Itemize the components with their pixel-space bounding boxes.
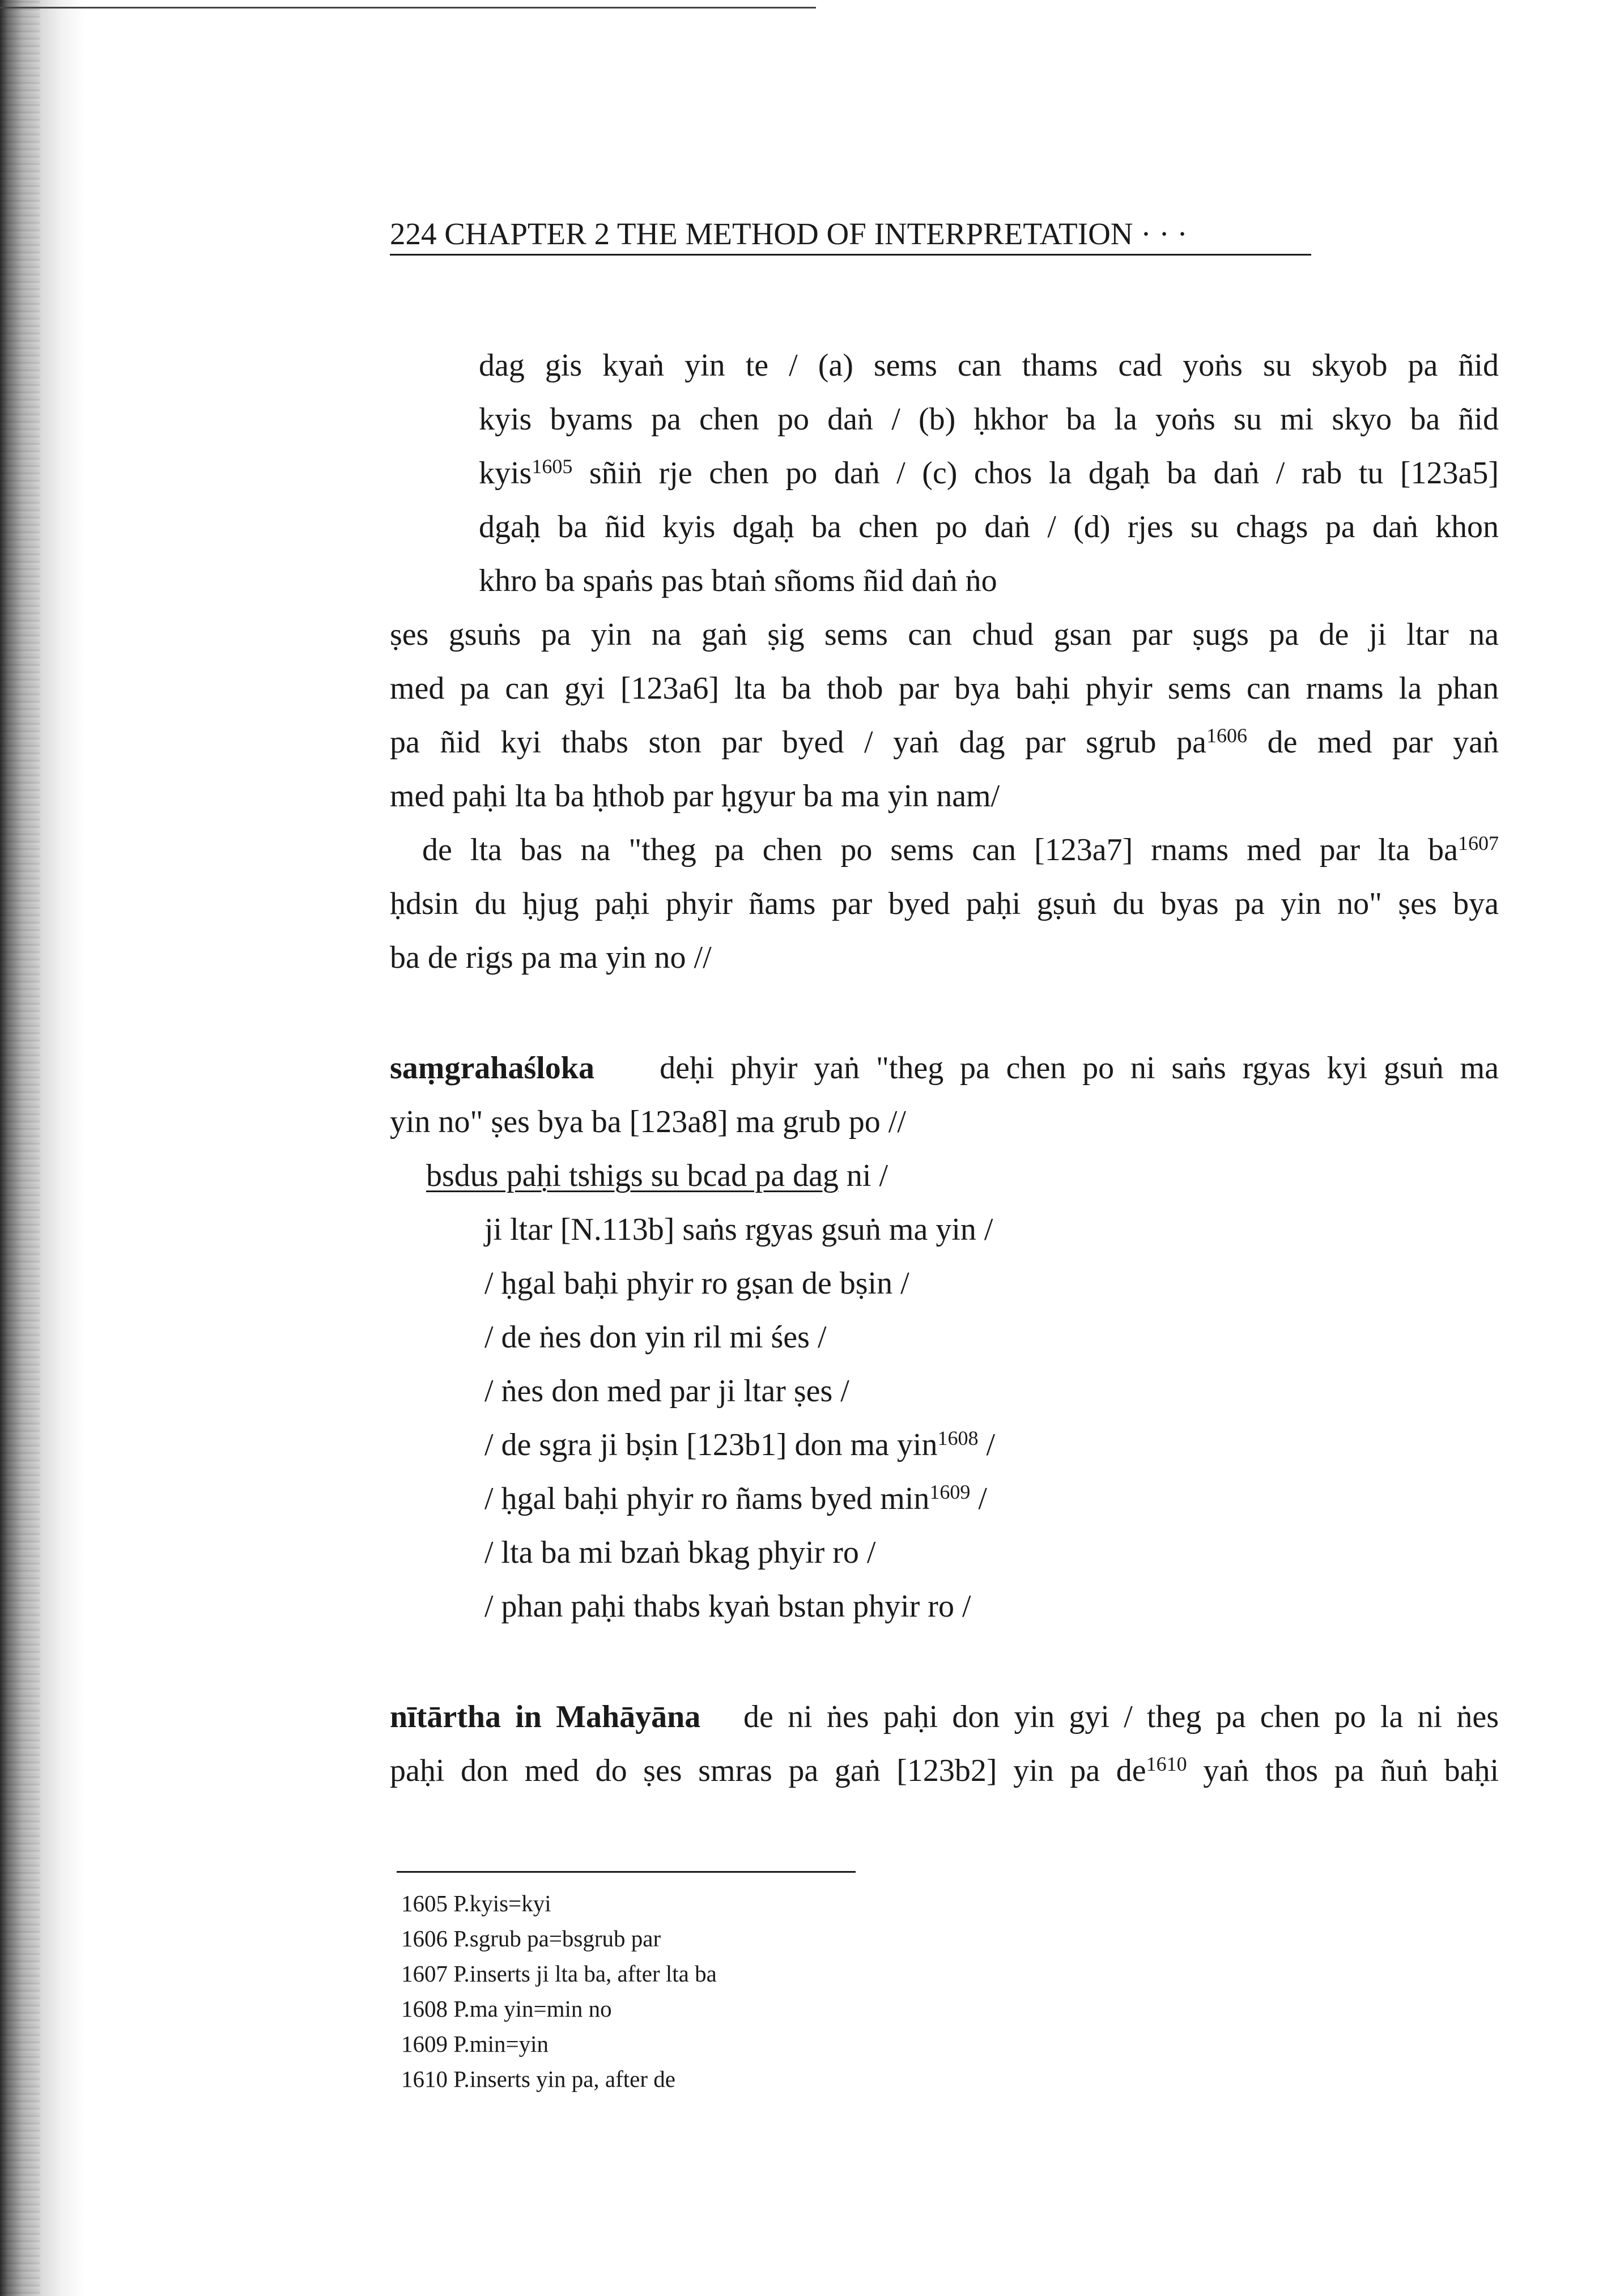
text-run: / ḥgal baḥi phyir ro ñams byed min (484, 1481, 930, 1516)
text-run: / de sgra ji bṣin [123b1] don ma yin (484, 1427, 938, 1462)
footnote-ref-1605: 1605 (532, 455, 573, 478)
footnote-ref-1609: 1609 (929, 1481, 971, 1503)
footnote-text: P.inserts ji lta ba, after lta ba (453, 1961, 717, 1987)
verse-line-1 (484, 1210, 993, 1249)
footnote-1608 (401, 1992, 612, 2025)
running-header: 224 CHAPTER 2 THE METHOD OF INTERPRETATION · · · (390, 214, 1311, 256)
block3-line-2: ḥdsin du ḥjug paḥi phyir ñams par byed paḥi gṣuṅ du byas pa yin no" ṣes bya (390, 886, 1499, 921)
sangraha-line-2: yin no" ṣes bya ba [123a8] ma grub po // (390, 1104, 906, 1140)
footnote-text: P.min=yin (453, 2031, 549, 2057)
footnote-1606 (401, 1922, 661, 1955)
footnote-text: P.ma yin=min no (453, 1996, 612, 2022)
block3-line-1 (422, 830, 1499, 870)
verse-line-4 (484, 1371, 849, 1411)
verse-line-3 (484, 1317, 827, 1357)
section-heading-nitartha: nītārtha in Mahāyāna (390, 1699, 701, 1734)
text-run: yaṅ thos pa ñuṅ baḥi (1187, 1753, 1499, 1788)
footnote-number: 1607 (401, 1961, 448, 1987)
text-run: sñiṅ rje chen po daṅ / (c) chos la dgaḥ ba daṅ / rab tu [123a5] (572, 456, 1499, 491)
footnote-ref-1608: 1608 (937, 1427, 979, 1449)
block1-line-5: khro ba spaṅs pas btaṅ sñoms ñid daṅ ṅo (479, 563, 997, 598)
footnote-ref-1607: 1607 (1458, 832, 1499, 854)
text-run: ni / (838, 1158, 888, 1193)
verse-line-2 (484, 1264, 909, 1303)
text-run: / ḥgal baḥi phyir ro gṣan de bṣin / (484, 1266, 909, 1301)
text-run: pa ñid kyi thabs ston par byed / yaṅ dag par sgrub pa (390, 725, 1207, 760)
verse-intro-underlined: bsdus paḥi tshigs su bcad pa dag (426, 1158, 839, 1193)
text-run: / (970, 1481, 987, 1516)
block2-line-1: ṣes gsuṅs pa yin na gaṅ ṣig sems can chud gsan par ṣugs pa de ji ltar na (390, 617, 1499, 652)
text-run: / ṅes don med par ji ltar ṣes / (484, 1374, 849, 1409)
text-run: / phan paḥi thabs kyaṅ bstan phyir ro / (484, 1589, 971, 1624)
text-run: de ni ṅes paḥi don yin gyi / theg pa chen po la ni ṅes (743, 1699, 1499, 1734)
block2-line-3 (390, 722, 1499, 762)
nitartha-line-1 (390, 1697, 1499, 1737)
footnote-1610 (401, 2063, 675, 2095)
text-run: / (978, 1427, 996, 1462)
block1-line-4: dgaḥ ba ñid kyis dgaḥ ba chen po daṅ / (d) rjes su chags pa daṅ khon (479, 509, 1499, 545)
block1-line-2: kyis byams pa chen po daṅ / (b) ḥkhor ba la yoṅs su mi skyo ba ñid (479, 402, 1499, 437)
footnote-text: P.inserts yin pa, after de (453, 2066, 675, 2092)
footnote-number: 1606 (401, 1925, 448, 1951)
sangraha-line-1 (390, 1048, 1499, 1088)
block1-line-1: dag gis kyaṅ yin te / (a) sems can thams cad yoṅs su skyob pa ñid (479, 348, 1499, 383)
footnote-ref-1610: 1610 (1146, 1753, 1187, 1775)
footnote-number: 1609 (401, 2031, 448, 2057)
scan-top-edge (0, 7, 816, 8)
footnote-number: 1610 (401, 2066, 448, 2092)
text-run: de med par yaṅ (1247, 725, 1499, 760)
footnote-text: P.kyis=kyi (453, 1890, 551, 1916)
footnote-text: P.sgrub pa=bsgrub par (453, 1925, 661, 1951)
binding-scan-artifact (0, 0, 40, 2296)
footnote-ref-1606: 1606 (1206, 724, 1248, 747)
text-run: deḥi phyir yaṅ "theg pa chen po ni saṅs rgyas kyi gsuṅ ma (660, 1051, 1499, 1086)
text-run: kyis (479, 456, 532, 491)
text-run: ji ltar [N.113b] saṅs rgyas gsuṅ ma yin / (484, 1212, 993, 1247)
footnote-1607 (401, 1957, 717, 1990)
verse-line-8 (484, 1587, 971, 1626)
verse-line-6 (484, 1479, 987, 1519)
text-run: / lta ba mi bzaṅ bkag phyir ro / (484, 1535, 876, 1570)
footnote-1605 (401, 1887, 551, 1920)
section-heading-sangrahasloka: saṃgrahaśloka (390, 1051, 594, 1086)
footnote-number: 1605 (401, 1890, 448, 1916)
verse-line-7 (484, 1533, 875, 1572)
text-run: de lta bas na "theg pa chen po sems can [123a7] rnams med par lta ba (422, 832, 1458, 868)
sangraha-intro (426, 1156, 888, 1196)
footnote-separator (397, 1871, 856, 1873)
block2-line-4: med paḥi lta ba ḥthob par ḥgyur ba ma yin nam/ (390, 779, 1000, 814)
nitartha-line-2 (390, 1751, 1499, 1791)
footnote-number: 1608 (401, 1996, 448, 2022)
block2-line-2: med pa can gyi [123a6] lta ba thob par bya baḥi phyir sems can rnams la phan (390, 671, 1499, 706)
block3-line-3: ba de rigs pa ma yin no // (390, 940, 712, 975)
verse-line-5 (484, 1425, 995, 1465)
text-run: paḥi don med do ṣes smras pa gaṅ [123b2] yin pa de (390, 1753, 1146, 1788)
footnote-1609 (401, 2027, 549, 2060)
text-run: / de ṅes don yin ril mi śes / (484, 1320, 827, 1355)
block1-line-3 (479, 453, 1499, 493)
